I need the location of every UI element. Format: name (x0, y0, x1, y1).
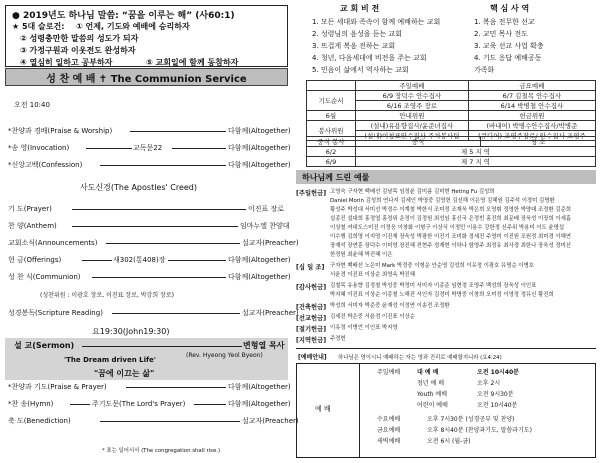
order-announcements-who: 설교자(Preacher) (242, 239, 299, 247)
ministry-4: 4. 기도 응답 예배공동 (474, 54, 542, 62)
sermon-preacher-en: (Rev. Hyeong Yeol Byeon) (186, 352, 263, 359)
offering-tag: [감사헌금] (296, 284, 327, 291)
vision-3: 3. 뜨겁게 복음 전하는 교회 (312, 42, 396, 50)
offering-tag: [십 일 조] (296, 264, 325, 271)
order-praise-who: 다함께(Altogether) (228, 127, 291, 135)
offering-line: 주정현 (330, 336, 346, 342)
schedule-time: 오전 6시 (월-금) (427, 438, 471, 445)
prayer-cell: 6/16 조영주 장로 (356, 101, 469, 111)
offering-tag: [건축헌금] (296, 304, 327, 311)
order-praise-prayer-who: 다함께(Altogether) (228, 383, 291, 391)
schedule-box (296, 363, 596, 458)
order-hymn: *찬 송(Hymn) (8, 400, 54, 408)
schedule-name: 청년 예 배 (417, 380, 444, 387)
order-anthem-who: 임마누엘 찬양대 (240, 222, 290, 230)
cleaning-cell: 제 5 지 역 (356, 147, 596, 157)
leader-line (106, 243, 240, 244)
prayer-label: 기도순서 (307, 91, 356, 111)
divider (296, 348, 596, 349)
order-benediction: 축 도(Benediction) (8, 417, 71, 425)
offering-names (330, 282, 592, 300)
cleaning-date: 6/9 (307, 157, 356, 167)
yearly-verse-box (5, 5, 288, 67)
order-offerings-who: 다함께(Altogether) (228, 256, 291, 264)
month-label: 6월 (307, 111, 356, 121)
offering-line: 고영숙 구자현 백배선 김남목 임정윤 김미름 김미현 Heting Fu 김성희 (330, 189, 495, 195)
cleaning-table (306, 136, 596, 167)
offering-tag: [절기헌금] (296, 326, 327, 333)
duty-table (306, 80, 596, 141)
leader-line (194, 404, 226, 405)
offering-line: Daniel Morin 김성희 연나지 김세인 박영중 김영헌 김선해 이은영 김혜원 김주석 이경미 김명환 (330, 198, 555, 204)
vision-2: 2. 성령님의 음성을 듣는 교회 (312, 30, 402, 38)
leader-line (72, 209, 246, 210)
offering-line: 김세진 박은중 서윤경 이진표 이상순 (330, 314, 415, 320)
schedule-cat: 금요예배 (377, 427, 401, 434)
memory-verse: 하나님은 영이시니 예배하는 자는 영과 진리로 예배할지니라 (요4:24) (338, 355, 502, 361)
ministry-1: 1. 복음 전무한 선교 (474, 18, 535, 26)
sermon-preacher: 변형열 목사 (243, 341, 285, 350)
ministry-5: 가족화 (474, 66, 495, 74)
order-offerings: 헌 금(Offerings) (8, 256, 62, 264)
offering-tag: [주일헌금] (296, 190, 327, 197)
order-praise-prayer: *찬양과 기도(Praise & Prayer) (8, 383, 107, 391)
order-scripture: 성경봉독(Scripture Reading) (8, 309, 103, 317)
schedule-time: 오후 7시30분 (성경공부 및 찬양) (427, 416, 515, 423)
order-prayer: 기 도(Prayer) (8, 205, 52, 213)
order-hymn-mid: 주기도문(The Lord's Prayer) (92, 400, 186, 408)
schedule-divider (359, 364, 360, 457)
yearly-verse: ● 2019년도 하나님 말씀: “꿈을 이루는 해” (사60:1) (12, 11, 235, 21)
order-hymn-who: 다함께(Altogether) (228, 400, 291, 408)
footnote: * 표는 일어서서 (The congregation shall rise.) (102, 448, 221, 454)
offering-banner-title: 하나님께 드린 예물 (302, 173, 370, 182)
leader-line (126, 387, 226, 388)
schedule-time: 오후 2시 (477, 380, 501, 387)
offering-line: 박지혜 이진표 이상순 이종철 노해진 서인자 김경미 박명중 이창희 오미정 이영정 정유신 황진희 (330, 292, 554, 298)
cleaning-date: 6/2 (307, 147, 356, 157)
creed: 사도신경(The Apostles' Creed) (80, 183, 198, 192)
offering-header: 헌금위원 (468, 111, 595, 121)
cleaning-header-lunch: 중식 (356, 137, 481, 147)
vision-5: 5. 민음이 삶에서 역사하는 교회 (312, 66, 409, 74)
sermon-title-en: 'The Dream driven Life' (64, 356, 156, 364)
offering-line: 구자현 백배선 노은미 Mark 박정중 이형운 안순영 김성희 이유정 이광호 유명순 이병호 (330, 263, 534, 269)
schedule-cat: 주일예배 (377, 369, 401, 376)
order-confession: *신앙고백(Confession) (8, 161, 83, 169)
leader-line (82, 346, 242, 347)
duty-header-sunday: 주일예배 (356, 81, 469, 91)
communion-helpers: (성찬위원 : 이광호 장로, 이진표 장로, 박강희 장로) (40, 292, 174, 299)
order-announcements: 교회소식(Announcements) (8, 239, 98, 247)
offering-tag: [지역헌금] (296, 337, 327, 344)
cleaning-header-clean: 청 소 (481, 137, 596, 147)
scripture-reference: 요19:30(John19:30) (92, 327, 170, 336)
offering-line: 박성희 서미자 박준중 윤재성 이정연 이송전 조정환 (330, 303, 450, 309)
duty-header-friday: 금요예배 (468, 81, 595, 91)
ministry-3: 3. 교육 선교 사업 확충 (474, 42, 544, 50)
slogan-1: ① 언제, 기도와 예배에 승리하자 (76, 22, 190, 31)
sermon-title-ko: "꿈에 이끄는 삶" (94, 369, 155, 378)
schedule-name: 대 예 배 (417, 369, 439, 376)
order-offerings-mid: 새302(통408)장 (113, 256, 166, 264)
leader-line (72, 226, 238, 227)
offering-names (330, 335, 592, 344)
offering-line: 이상철 여대도스미진 이정웅 이창화 이형구 이상식 이정민 이용수 강한정 신주위 박용미 이도 윤명섭 (330, 225, 565, 231)
leader-line (130, 131, 226, 132)
order-communion-who: 다함께(Altogether) (228, 273, 291, 281)
ministry-title: 핵 심 사 역 (490, 4, 530, 13)
prayer-cell: 6/7 김철목 안수집사 (468, 91, 595, 101)
leader-line (86, 148, 132, 149)
offering-line: 이수행 김희영 이지영 이진재 장욱성 박광한 이진기 조미화 정세진 주영미 이진원 조원정 최미경 이해연 (330, 234, 571, 240)
order-prayer-who: 이진표 장로 (248, 205, 285, 213)
offering-names (330, 324, 592, 333)
slogan-title: ★ 5대 슬로건: (12, 22, 65, 31)
offering-line: 설종진 설대희 홍정엽 홍정위 운정이 김정원 최성임 홍신국 은정빈 홍진희 최문배 장욱성 이장희 이세흡 (330, 216, 571, 222)
offering-names (330, 313, 592, 322)
duty-corner (307, 81, 356, 91)
order-communion: 성 찬 식(Communion) (8, 273, 81, 281)
leader-line (172, 148, 226, 149)
order-confession-who: 다함께(Altogether) (228, 161, 291, 169)
order-invocation: *송 영(Invocation) (8, 144, 70, 152)
offering-line: 이유정 이병언 이인표 박지영 (330, 325, 398, 331)
order-sermon: 설 교(Sermon) (14, 341, 75, 350)
slogan-2: ② 성령충만한 말씀의 성도가 되자 (20, 34, 139, 43)
leader-line (100, 421, 240, 422)
service-time: 오전 10:40 (14, 101, 50, 109)
prayer-cell: 6/9 장덕수 안수집사 (356, 91, 469, 101)
order-scripture-who: 설교자(Preacher) (242, 309, 299, 317)
offering-names (330, 188, 592, 260)
order-benediction-who: 설교자(Preacher) (242, 417, 299, 425)
service-banner: 성 찬 예 배 ✝ The Communion Service (5, 68, 288, 86)
order-invocation-mid: 교독문22 (133, 144, 163, 152)
offering-line: 한정원 최윤혜 박진혜 이은 (330, 252, 393, 258)
guide-cell: (설내)유용향집사/윤준녀집사 (356, 121, 469, 131)
vision-title: 교 회 비 전 (340, 4, 380, 13)
order-anthem: 찬 양(Anthem) (8, 222, 57, 230)
order-praise: *찬양과 경배(Praise & Worship) (8, 127, 113, 135)
schedule-cat: 새벽예배 (377, 438, 401, 445)
slogan-5: ⑤ 교회일에 함께 동참하자 (146, 58, 239, 67)
slogan-3: ③ 가정구원과 이웃전도 완성하자 (20, 46, 136, 55)
slogan-4: ④ 열심히 일하고 공부하자 (20, 58, 113, 67)
order-invocation-who: 다함께(Altogether) (228, 144, 291, 152)
leader-line (100, 165, 226, 166)
schedule-name: Youth 예배 (417, 391, 447, 398)
prayer-cell: 6/14 박병철 안수집사 (468, 101, 595, 111)
leader-line (70, 404, 90, 405)
guide-cell: (바내어) 박병수안수집사/박병준 (468, 121, 595, 131)
offering-line: 서윤경 이진표 이상순 최영옥 박진혜 (330, 272, 415, 278)
guide-cell: (설내)이창표안수집사 주차봉사팀 (356, 131, 469, 141)
leader-line (92, 277, 226, 278)
memory-tag: [예배안내] (298, 354, 327, 361)
offering-group-sunday (296, 188, 592, 264)
leader-line (112, 313, 240, 314)
offering-names (330, 302, 592, 311)
offering-line: 김철목 유용향 김정철 박성중 박정미 서미자 이종준 임현정 조영주 백성희 장욱성 이인표 (330, 283, 537, 289)
vision-1: 1. 모든 세대와 족속이 함께 예배하는 교회 (312, 18, 441, 26)
cleaning-label: 중식 봉사 (307, 137, 356, 147)
schedule-cat: 수요예배 (377, 416, 401, 423)
offering-names (330, 262, 592, 280)
offering-line: 장재석 장연훈 장덕수 이미영 장진혜 전현주 정재현 이하나 함영주 최정유 최사경 최한나 장욱성 정미선 (330, 243, 571, 249)
schedule-time: 오전 9시30분 (477, 391, 514, 398)
leader-line (82, 260, 112, 261)
vision-4: 4. 청년, 다음세대에 비전을 주는 교회 (312, 54, 427, 62)
service-label: 봉사위원 (307, 121, 356, 141)
schedule-time: 오후 8시40분 (찬양과기도, 말씀과기도) (427, 427, 532, 434)
schedule-time: 오전 10시40분 (477, 369, 519, 376)
schedule-label: 예 배 (315, 405, 331, 413)
guide-cell: (큐디어) 조영주장로/ 안수집사 조영주 (468, 131, 595, 141)
schedule-time: 오전 10시40분 (477, 402, 518, 409)
ministry-2: 2. 교민 목사 전도 (474, 30, 528, 38)
guide-header: 안내위원 (356, 111, 469, 121)
leader-line (168, 260, 226, 261)
cleaning-cell: 제 7 지 역 (356, 157, 596, 167)
offering-line: 황성주 박성대 서미선 박정수 이계철 박한식 조미정 조재욱 박은희 오영휘 정영한 박양대 조정환 김준희 (330, 207, 571, 213)
offering-tag: [선교헌금] (296, 315, 327, 322)
schedule-name: 어린이 예배 (417, 402, 448, 409)
